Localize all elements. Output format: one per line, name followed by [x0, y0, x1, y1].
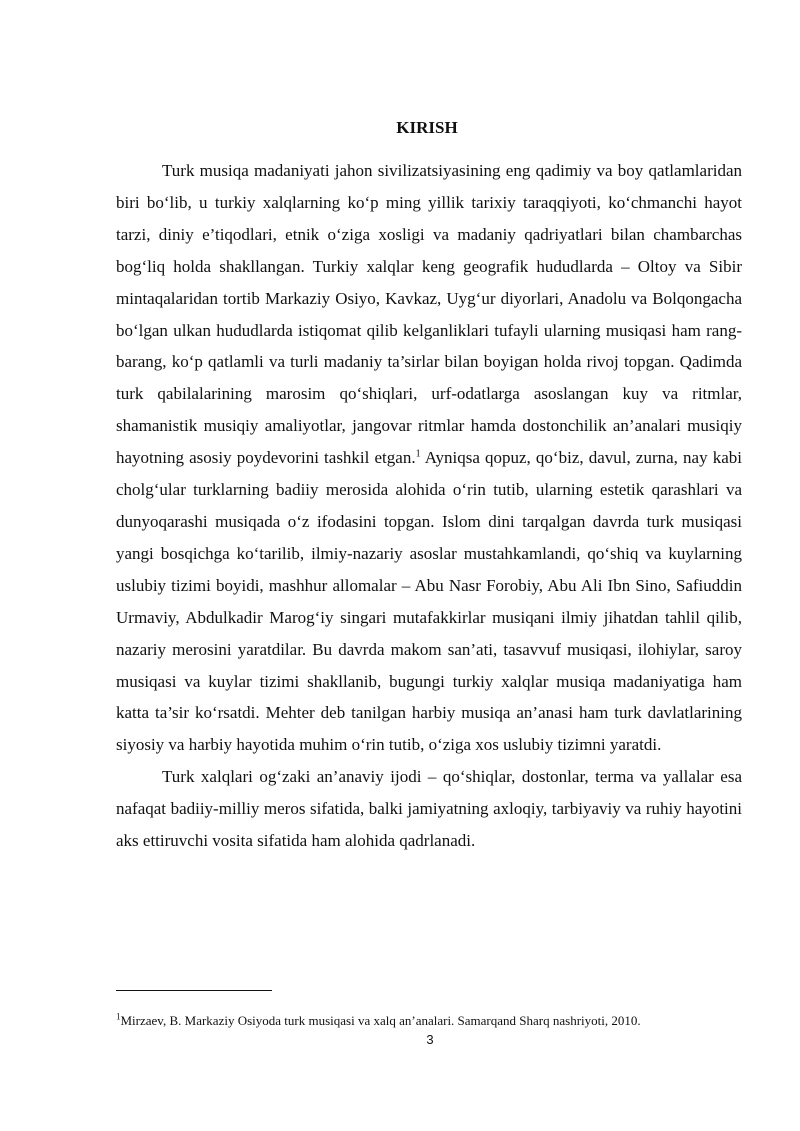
- section-title: KIRISH: [396, 118, 458, 137]
- footnote-number: 1: [116, 1011, 121, 1022]
- footnote-reference[interactable]: 1: [415, 448, 421, 460]
- footnote: [116, 1013, 756, 1029]
- footnote-separator: [116, 990, 272, 991]
- body-text: [116, 155, 742, 857]
- footnote-text: Mirzaev, B. Markaziy Osiyoda turk musiqasi va xalq an’analari. Samarqand Sharq nashriyoti, 2010.: [120, 1013, 641, 1028]
- paragraph-1-text-part-2: Ayniqsa qopuz, qo‘biz, davul, zurna, nay kabi cholg‘ular turklarning badiiy merosida alohida o‘rin tutib, ularning estetik qarashlari va dunyoqarashi musiqada o‘z ifodasini topgan. Islom dini tarqalgan davrda turk musiqasi yangi bosqichga ko‘tarilib, ilmiy-nazariy asoslar mustahkamlandi, qo‘shiq va kuylarning uslubiy tizimi boyidi, mashhur allomalar – Abu Nasr Forobiy, Abu Ali Ibn Sino, Safiuddin Urmaviy, Abdulkadir Marog‘iy singari mutafakkirlar musiqani ilmiy jihatdan tahlil qilib, nazariy merosini yaratdilar. Bu davrda makom san’ati, tasavvuf musiqasi, ilohiylar, saroy musiqasi va kuylar tizimi shakllanib, bugungi turkiy xalqlar musiqa madaniyatiga ham katta ta’sir ko‘rsatdi. Mehter deb tanilgan harbiy musiqa an’anasi ham turk davlatlarining siyosiy va harbiy hayotida muhim o‘rin tutib, o‘ziga xos uslubiy tizimni yaratdi.: [116, 448, 742, 755]
- paragraph-1-text-part-1: Turk musiqa madaniyati jahon sivilizatsiyasining eng qadimiy va boy qatlamlaridan biri bo‘lib, u turkiy xalqlarning ko‘p ming yillik tarixiy taraqqiyoti, ko‘chmanchi hayot tarzi, diniy e’tiqodlari, etnik o‘ziga xosligi va madaniy qadriyatlari bilan chambarchas bog‘liq holda shakllangan. Turkiy xalqlar keng geografik hududlarda – Oltoy va Sibir mintaqalaridan tortib Markaziy Osiyo, Kavkaz, Uyg‘ur diyorlari, Anadolu va Bolqongacha bo‘lgan ulkan hududlarda istiqomat qilib kelganliklari tufayli ularning musiqasi ham rang-barang, ko‘p qatlamli va turli madaniy ta’sirlar bilan boyigan holda rivoj topgan. Qadimda turk qabilalarining marosim qo‘shiqlari, urf-odatlarga asoslangan kuy va ritmlar, shamanistik musiqiy amaliyotlar, jangovar ritmlar hamda dostonchilik an’analari musiqiy hayotning asosiy poydevorini tashkil etgan.: [116, 161, 742, 468]
- paragraph-2: Turk xalqlari og‘zaki an’anaviy ijodi – qo‘shiqlar, dostonlar, terma va yallalar esa nafaqat badiiy-milliy meros sifatida, balki jamiyatning axloqiy, tarbiyaviy va ruhiy hayotini aks ettiruvchi vosita sifatida ham alohida qadrlanadi.: [116, 767, 742, 851]
- page-number: 3: [426, 1032, 434, 1047]
- paragraph-1: [116, 155, 742, 761]
